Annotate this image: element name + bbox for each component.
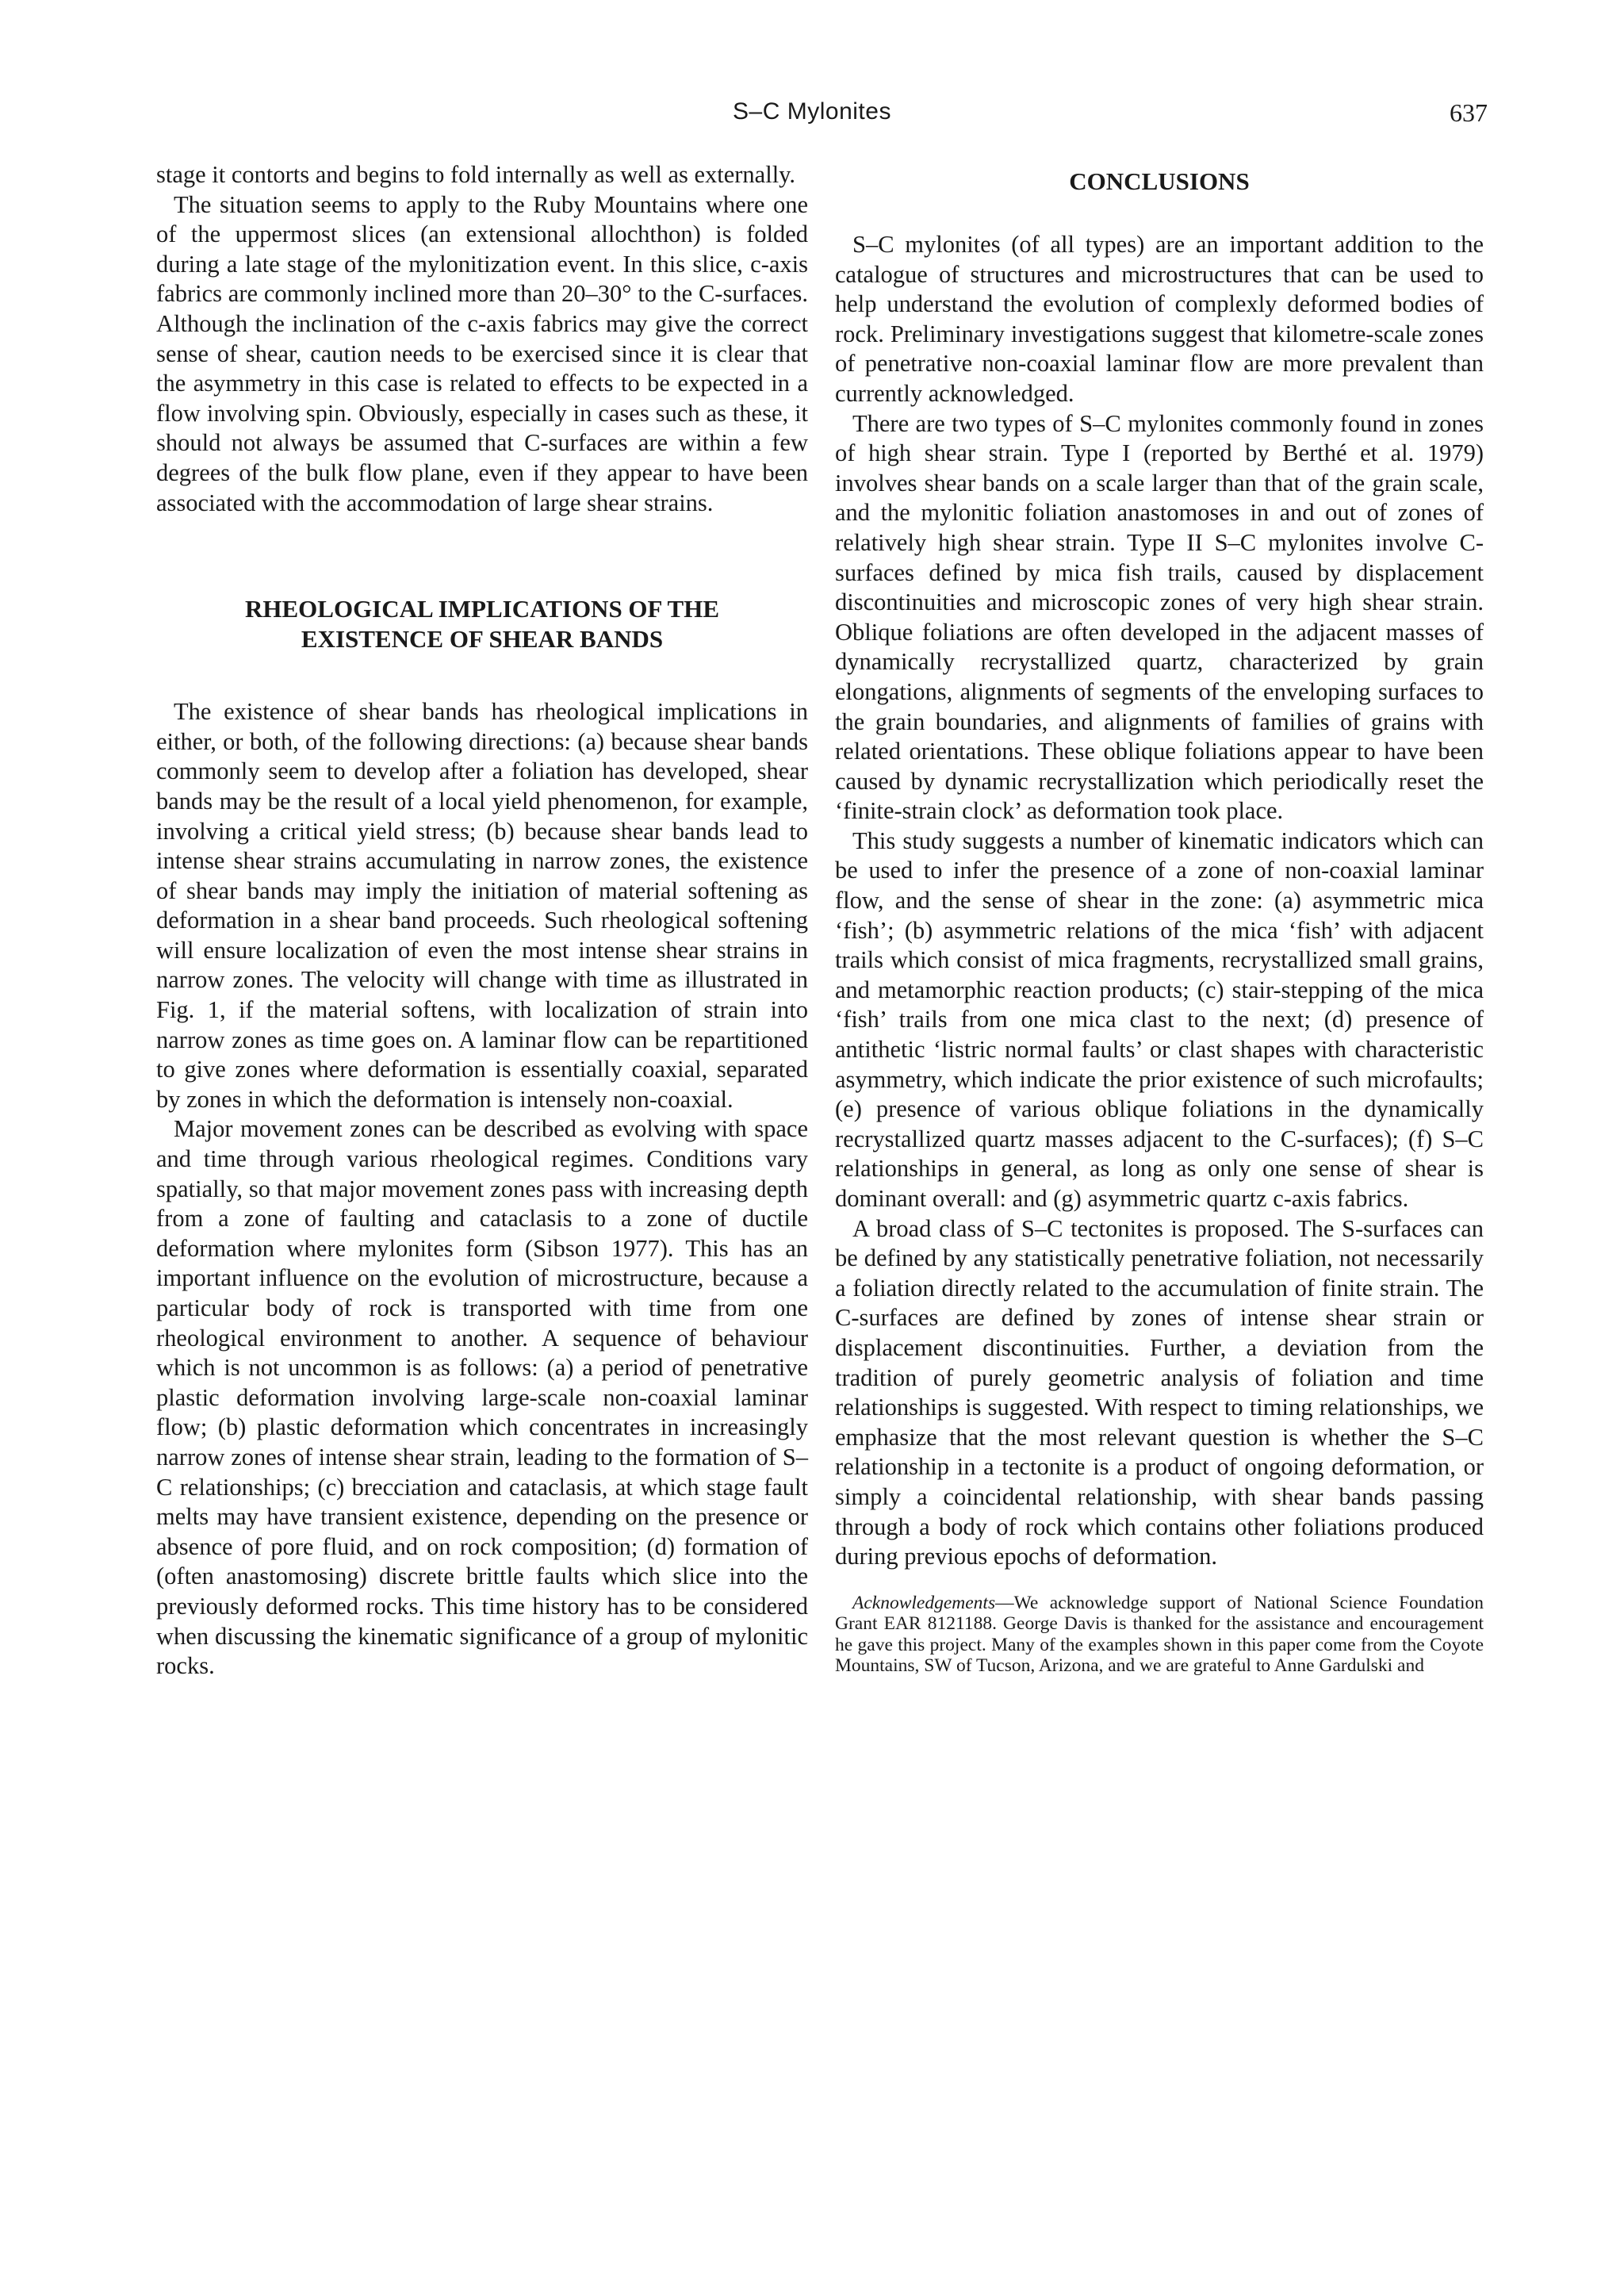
- running-head: [0, 98, 1624, 130]
- acknowledgements-paragraph: [835, 1593, 1484, 1677]
- paragraph-shear-bands: The existence of shear bands has rheological implications in either, or both, of the following directions: (a) because shear bands commonly seem to develop after a foliation has developed, shear bands may be the result of a local yield phenomenon, for example, involving a critical yield stress; (b) because shear bands lead to intense shear strains accumulating in narrow zones, the existence of shear bands may imply the initiation of material softening as deformation in a shear band proceeds. Such rheological softening will ensure localization of even the most intense shear strains in narrow zones. The velocity will change with time as illustrated in Fig. 1, if the material softens, with localization of strain into narrow zones as time goes on. A laminar flow can be repartitioned to give zones where deformation is essentially coaxial, separated by zones in which the deformation is intensely non-coaxial.: [156, 698, 808, 1113]
- paragraph-ruby-mountains: The situation seems to apply to the Ruby Mountains where one of the uppermost slices (an extensional allochthon) is folded during a late stage of the mylonitization event. In this slice, c-axis fabrics are commonly inclined more than 20–30° to the C-surfaces. Although the inclination of the c-axis fabrics may give the correct sense of shear, caution needs to be exercised since it is clear that the asymmetry in this case is related to effects to be expected in a flow involving spin. Obviously, especially in cases such as these, it should not always be assumed that C-surfaces are within a few degrees of the bulk flow plane, even if they appear to have been associated with the accommodation of large shear strains.: [156, 190, 808, 516]
- paragraph-two-types: There are two types of S–C mylonites commonly found in zones of high shear strain. Type I (reported by Berthé et al. 1979) involves shear bands on a scale larger than that of the grain scale, and the mylonitic foliation anastomoses in and out of zones of relatively high shear strain. Type II S–C mylonites involve C-surfaces defined by mica fish trails, caused by displacement discontinuities and microscopic zones of very high shear strain. Oblique foliations are often developed in the adjacent masses of dynamically recrystallized quartz, characterized by grain elongations, alignments of segments of the enveloping surfaces to the grain boundaries, and alignments of families of grains with related orientations. These oblique foliations appear to have been caused by dynamic recrystallization which periodically reset the ‘finite-strain clock’ as deformation took place.: [835, 409, 1484, 825]
- left-column: [156, 160, 808, 1681]
- paragraph-kinematic-indicators: This study suggests a number of kinematic indicators which can be used to infer the presence of a zone of non-coaxial laminar flow, and the sense of shear in the zone: (a) asymmetric mica ‘fish’; (b) asymmetric relations of the mica ‘fish’ with adjacent trails which consist of mica fragments, recrystallized small grains, and metamorphic reaction products; (c) stair-stepping of the mica ‘fish’ trails from one mica clast to the next; (d) presence of antithetic ‘listric normal faults’ or clast shapes with characteristic asymmetry, which indicate the prior existence of such microfaults; (e) presence of various oblique foliations in the dynamically recrystallized quartz masses adjacent to the C-surfaces); (f) S–C relationships in general, as long as only one sense of shear is dominant overall: and (g) asymmetric quartz c-axis fabrics.: [835, 826, 1484, 1212]
- page-number: 637: [1450, 98, 1488, 127]
- right-column: [835, 160, 1484, 1677]
- section-heading-rheological: [156, 594, 808, 654]
- acknowledgements: [835, 1593, 1484, 1677]
- running-title: S–C Mylonites: [733, 98, 891, 125]
- paragraph-conclusions-intro: S–C mylonites (of all types) are an important addition to the catalogue of structures and microstructures that can be used to help understand the evolution of complexly deformed bodies of rock. Preliminary investigations suggest that kilometre-scale zones of penetrative non-coaxial laminar flow are more prevalent than currently acknowledged.: [835, 231, 1484, 407]
- heading-line: EXISTENCE OF SHEAR BANDS: [301, 625, 664, 654]
- paragraph-broad-class: A broad class of S–C tectonites is proposed. The S-surfaces can be defined by any statistically penetrative foliation, not necessarily a foliation directly related to the accumulation of finite strain. The C-surfaces are defined by zones of intense shear strain or displacement discontinuities. Further, a deviation from the tradition of purely geometric analysis of foliation and time relationships is suggested. With respect to timing relationships, we emphasize that the most relevant question is whether the S–C relationship in a tectonite is a product of ongoing deformation, or simply a coincidental relationship, with shear bands passing through a body of rock which contains other foliations produced during previous epochs of deformation.: [835, 1214, 1484, 1570]
- section-heading-conclusions: CONCLUSIONS: [1069, 167, 1250, 195]
- paragraph-continuation: stage it contorts and begins to fold internally as well as externally.: [156, 161, 796, 188]
- heading-line: RHEOLOGICAL IMPLICATIONS OF THE: [244, 595, 719, 623]
- paragraph-movement-zones: Major movement zones can be described as evolving with space and time through various rheological regimes. Conditions vary spatially, so that major movement zones pass with increasing depth from a zone of faulting and cataclasis to a zone of ductile deformation where mylonites form (Sibson 1977). This has an important influence on the evolution of microstructure, because a particular body of rock is transported with time from one rheological environment to another. A sequence of behaviour which is not uncommon is as follows: (a) a period of penetrative plastic deformation involving large-scale non-coaxial laminar flow; (b) plastic deformation which concentrates in increasingly narrow zones of intense shear strain, leading to the formation of S–C relationships; (c) brecciation and cataclasis, at which stage fault melts may have transient existence, depending on the presence or absence of pore fluid, and on rock composition; (d) formation of (often anastomosing) discrete brittle faults which slice into the previously deformed rocks. This time history has to be considered when discussing the kinematic significance of a group of mylonitic rocks.: [156, 1115, 808, 1680]
- acknowledgements-text: —We acknowledge support of National Science Foundation Grant EAR 8121188. George Davis is thanked for the assistance and encouragement he gave this project. Many of the examples shown in this paper come from the Coyote Mountains, SW of Tucson, Arizona, and we are grateful to Anne Gardulski and: [835, 1592, 1484, 1677]
- acknowledgements-label: Acknowledgements: [852, 1592, 996, 1613]
